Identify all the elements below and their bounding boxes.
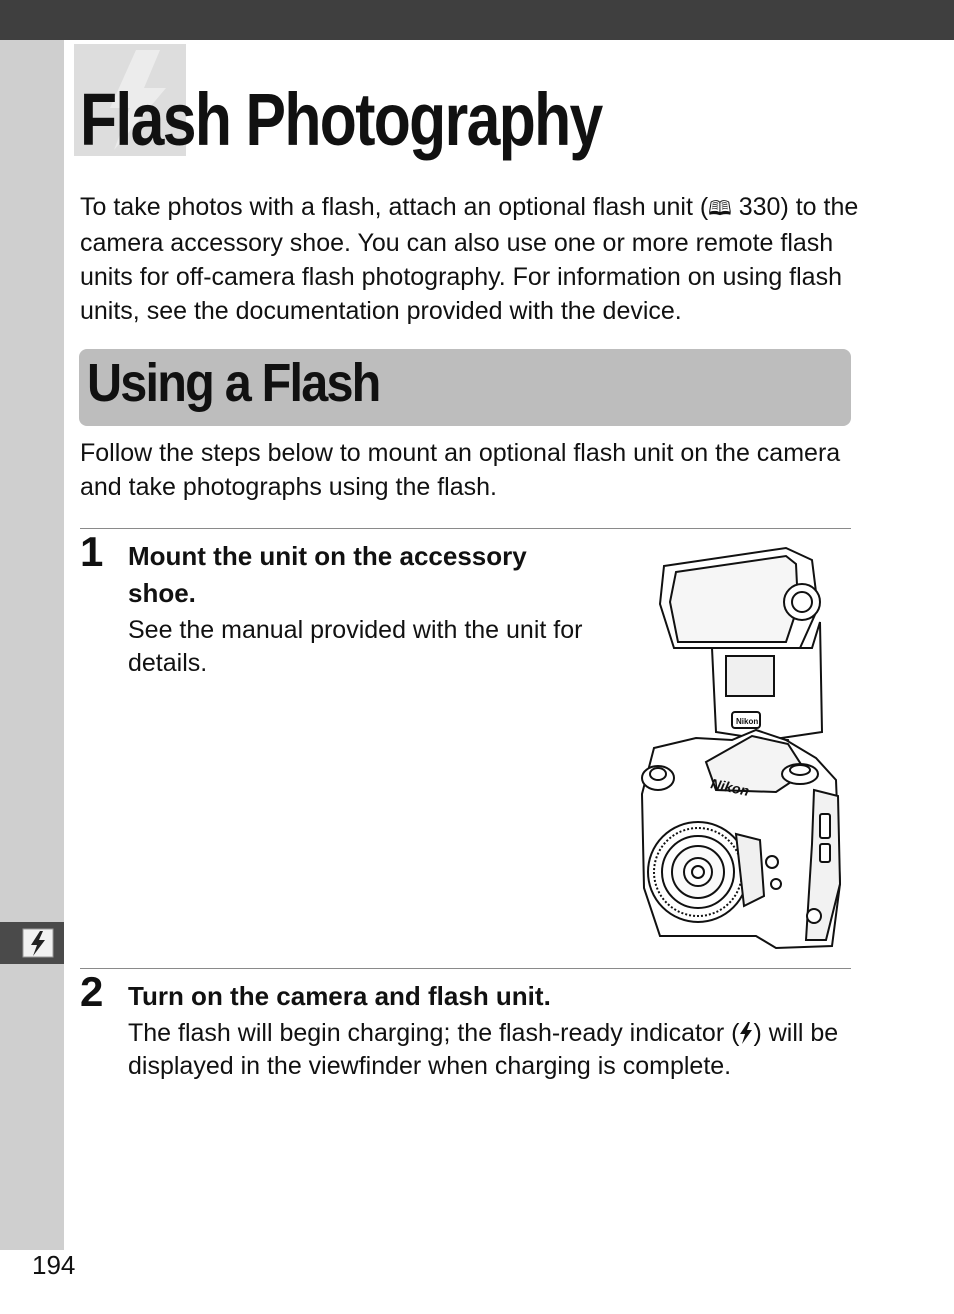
flash-ready-icon [739, 1022, 753, 1044]
flash-brand-text: Nikon [736, 717, 759, 726]
flash-chapter-icon [7, 925, 63, 961]
intro-ref-page[interactable]: 330 [738, 193, 781, 221]
step-1-number: 1 [80, 528, 104, 575]
section-lead: Follow the steps below to mount an optional flash unit on the camera and take photographs using the flash. [80, 439, 841, 501]
step-2-heading: Turn on the camera and flash unit. [128, 981, 551, 1011]
step-2-number: 2 [80, 968, 104, 1015]
step-1-divider [80, 528, 851, 529]
step-2-body [128, 1017, 852, 1083]
top-bar [0, 0, 954, 40]
step-2-body-start: The flash will begin charging; the flash-ready indicator ( [128, 1019, 740, 1047]
side-band [0, 40, 64, 1250]
step-2-body-end: ) will be displayed in the viewfinder when charging is complete. [128, 1019, 839, 1080]
page-title: Flash Photography [80, 78, 602, 161]
intro-text-end: ) to the camera accessory shoe. You can also use one or more remote flash units for off-camera flash photography. For information on using flash units, see the documentation provided with the device. [80, 193, 859, 325]
step-1-heading: Mount the unit on the accessory shoe. [128, 541, 527, 608]
section-header-bar [79, 349, 851, 426]
intro-text-start: To take photos with a flash, attach an optional flash unit ( [80, 193, 709, 221]
camera-with-flash-illustration [636, 544, 846, 954]
camera-brand-text: Nikon [709, 775, 751, 800]
step-1-body: See the manual provided with the unit for details. [128, 616, 583, 677]
step-2-divider [80, 968, 851, 969]
book-reference-icon: 🕮 [708, 198, 732, 220]
page-number: 194 [32, 1250, 76, 1280]
intro-paragraph [80, 190, 860, 328]
chapter-tab[interactable] [0, 922, 64, 964]
section-title: Using a Flash [87, 353, 380, 413]
